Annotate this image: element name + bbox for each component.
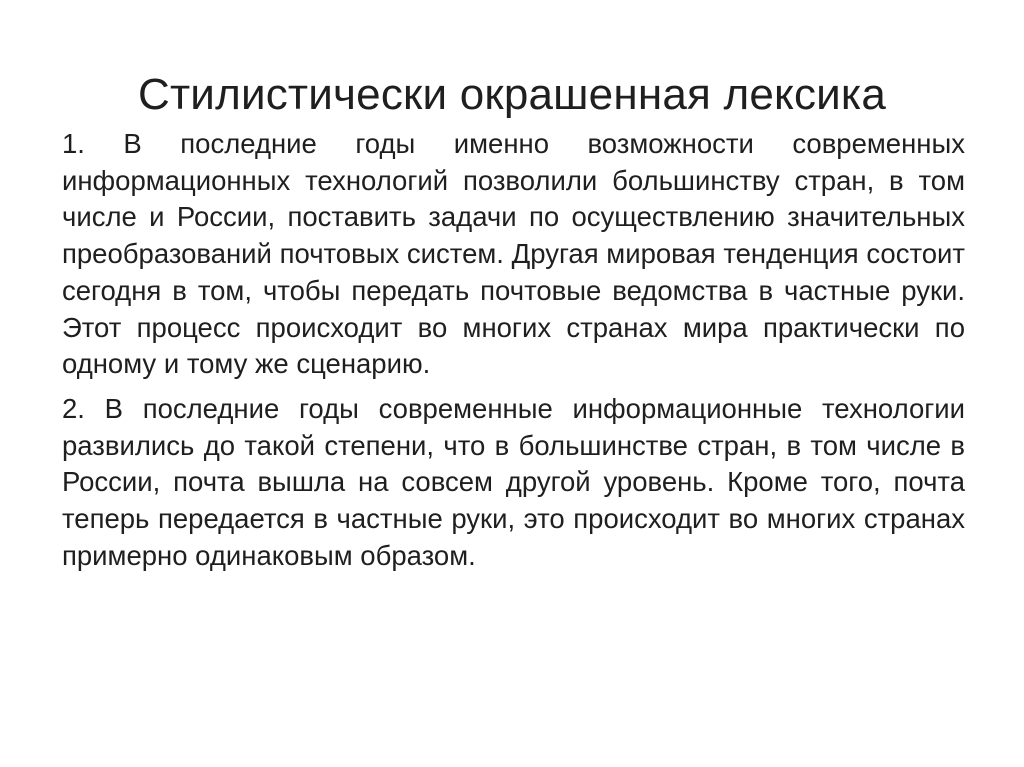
paragraph-1: 1. В последние годы именно возможности современных информационных технологий позволили большинству стран, в том числе и России, поставить задачи по осуществлению значительных преобразований почтовых систем. Другая мировая тенденция состоит сегодня в том, чтобы передать почтовые ведомства в частные руки. Этот процесс происходит во многих странах мира практически по одному и тому же сценарию.	[62, 128, 965, 380]
slide-content	[62, 126, 965, 582]
paragraph-2: 2. В последние годы современные информационные технологии развились до такой степени, что в большинстве стран, в том числе в России, почта вышла на совсем другой уровень. Кроме того, почта теперь передается в частные руки, это происходит во многих странах примерно одинаковым образом.	[62, 392, 965, 571]
slide-title: Стилистически окрашенная лексика	[137, 70, 887, 120]
